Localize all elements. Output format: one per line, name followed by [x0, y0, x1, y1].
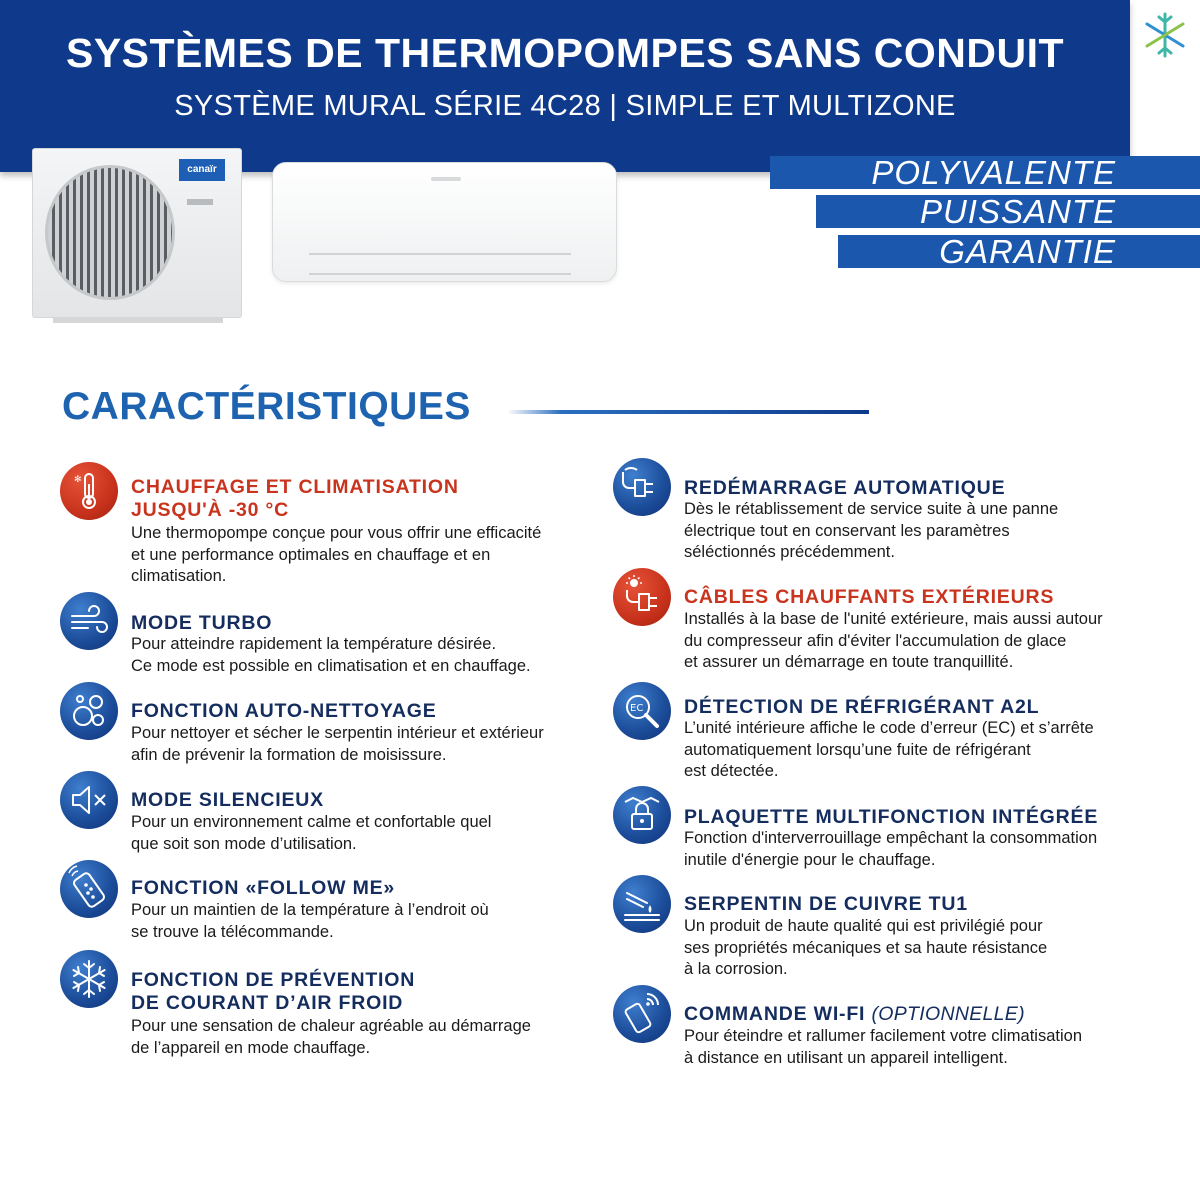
feature-title: [684, 1003, 1025, 1026]
heated-cable-icon: [613, 568, 671, 626]
outdoor-unit-image: [32, 148, 242, 318]
feature-title: FONCTION AUTO-NETTOYAGE: [131, 700, 437, 722]
snowflake-logo-icon: [1140, 10, 1190, 60]
outdoor-feet: [53, 317, 223, 323]
thermometer-icon: [60, 462, 118, 520]
feature-title: FONCTION DE PRÉVENTION DE COURANT D’AIR FROID: [131, 969, 416, 1014]
feature-title-optional: (OPTIONNELLE): [871, 1003, 1025, 1025]
feature-wifi-control: [613, 985, 1193, 1075]
feature-title: CHAUFFAGE ET CLIMATISATION JUSQU'À -30 °C: [131, 476, 459, 521]
speaker-mute-icon: [60, 771, 118, 829]
tag-garantie: GARANTIE: [838, 235, 1200, 268]
feature-title: MODE SILENCIEUX: [131, 789, 324, 811]
feature-follow-me: [60, 860, 600, 950]
feature-title: SERPENTIN DE CUIVRE TU1: [684, 893, 968, 915]
feature-description: Installés à la base de l'unité extérieure, mais aussi autour du compresseur afin d'éviter l'accumulation de glace et assurer un démarrage en toute tranquillité.: [684, 610, 1103, 671]
svg-text:✻: ✻: [74, 475, 82, 485]
feature-title: MODE TURBO: [131, 612, 273, 634]
feature-description: Pour une sensation de chaleur agréable au démarrage de l’appareil en mode chauffage.: [131, 1017, 531, 1057]
feature-description: Pour nettoyer et sécher le serpentin intérieur et extérieur afin de prévenir la formation de moisissure.: [131, 724, 544, 764]
feature-copper-coil: [613, 875, 1193, 985]
feature-title-main: COMMANDE WI-FI: [684, 1003, 866, 1025]
feature-description: Pour atteindre rapidement la température désirée. Ce mode est possible en climatisation et en chauffage.: [131, 635, 531, 675]
feature-title: CÂBLES CHAUFFANTS EXTÉRIEURS: [684, 586, 1055, 608]
remote-control-icon: [60, 860, 118, 918]
feature-description: Une thermopompe conçue pour vous offrir une efficacité et une performance optimales en chauffage et en climatisation.: [131, 524, 542, 585]
feature-heated-cables: [613, 568, 1193, 678]
feature-description: Pour un maintien de la température à l’endroit où se trouve la télécommande.: [131, 901, 489, 941]
feature-multifunction-board: [613, 786, 1193, 886]
lock-circuit-icon: [613, 786, 671, 844]
feature-title: DÉTECTION DE RÉFRIGÉRANT A2L: [684, 696, 1040, 718]
indoor-vent: [309, 253, 571, 275]
tag-polyvalente: POLYVALENTE: [770, 156, 1200, 189]
plug-icon: [613, 458, 671, 516]
feature-heating-cooling: [60, 462, 600, 592]
feature-auto-clean: [60, 682, 600, 772]
indoor-unit-image: [272, 162, 617, 282]
svg-text:EC: EC: [630, 703, 644, 714]
feature-description: Pour un environnement calme et confortable quel que soit son mode d’utilisation.: [131, 813, 492, 853]
page-title: SYSTÈMES DE THERMOPOMPES SANS CONDUIT: [65, 30, 1065, 76]
feature-silent-mode: [60, 771, 600, 861]
header-banner: [0, 0, 1130, 172]
feature-title: FONCTION «FOLLOW ME»: [131, 877, 396, 899]
wind-icon: [60, 592, 118, 650]
wifi-phone-icon: [613, 985, 671, 1043]
section-title: CARACTÉRISTIQUES: [62, 385, 471, 428]
feature-turbo: [60, 592, 600, 682]
snowflake-icon: [60, 950, 118, 1008]
page-subtitle: SYSTÈME MURAL SÉRIE 4C28 | SIMPLE ET MULTIZONE: [174, 90, 956, 122]
feature-title: REDÉMARRAGE AUTOMATIQUE: [684, 477, 1006, 499]
feature-title: PLAQUETTE MULTIFONCTION INTÉGRÉE: [684, 806, 1099, 828]
outdoor-fan-grille: [45, 165, 175, 300]
feature-description: Fonction d'interverrouillage empêchant la consommation inutile d'énergie pour le chauffage.: [684, 829, 1098, 869]
copper-coil-icon: [613, 875, 671, 933]
section-divider: [507, 410, 869, 414]
feature-cold-draft-prevention: [60, 950, 600, 1060]
feature-description: Dès le rétablissement de service suite à une panne électrique tout en conservant les paramètres séléctionnés précédemment.: [684, 500, 1059, 561]
tag-puissante: PUISSANTE: [816, 195, 1200, 228]
feature-description: L’unité intérieure affiche le code d’erreur (EC) et s’arrête automatiquement lorsqu’une fuite de réfrigérant est détectée.: [684, 719, 1094, 780]
outdoor-brand-badge: canaïr: [179, 159, 225, 181]
feature-description: Pour éteindre et rallumer facilement votre climatisation à distance en utilisant un appareil intelligent.: [684, 1027, 1083, 1067]
magnifier-ec-icon: [613, 682, 671, 740]
feature-a2l-detection: [613, 682, 1193, 792]
bubbles-icon: [60, 682, 118, 740]
indoor-brand-mark: [431, 177, 461, 181]
feature-auto-restart: [613, 458, 1193, 568]
feature-description: Un produit de haute qualité qui est privilégié pour ses propriétés mécaniques et sa haute résistance à la corrosion.: [684, 917, 1048, 978]
outdoor-handle: [187, 199, 213, 205]
